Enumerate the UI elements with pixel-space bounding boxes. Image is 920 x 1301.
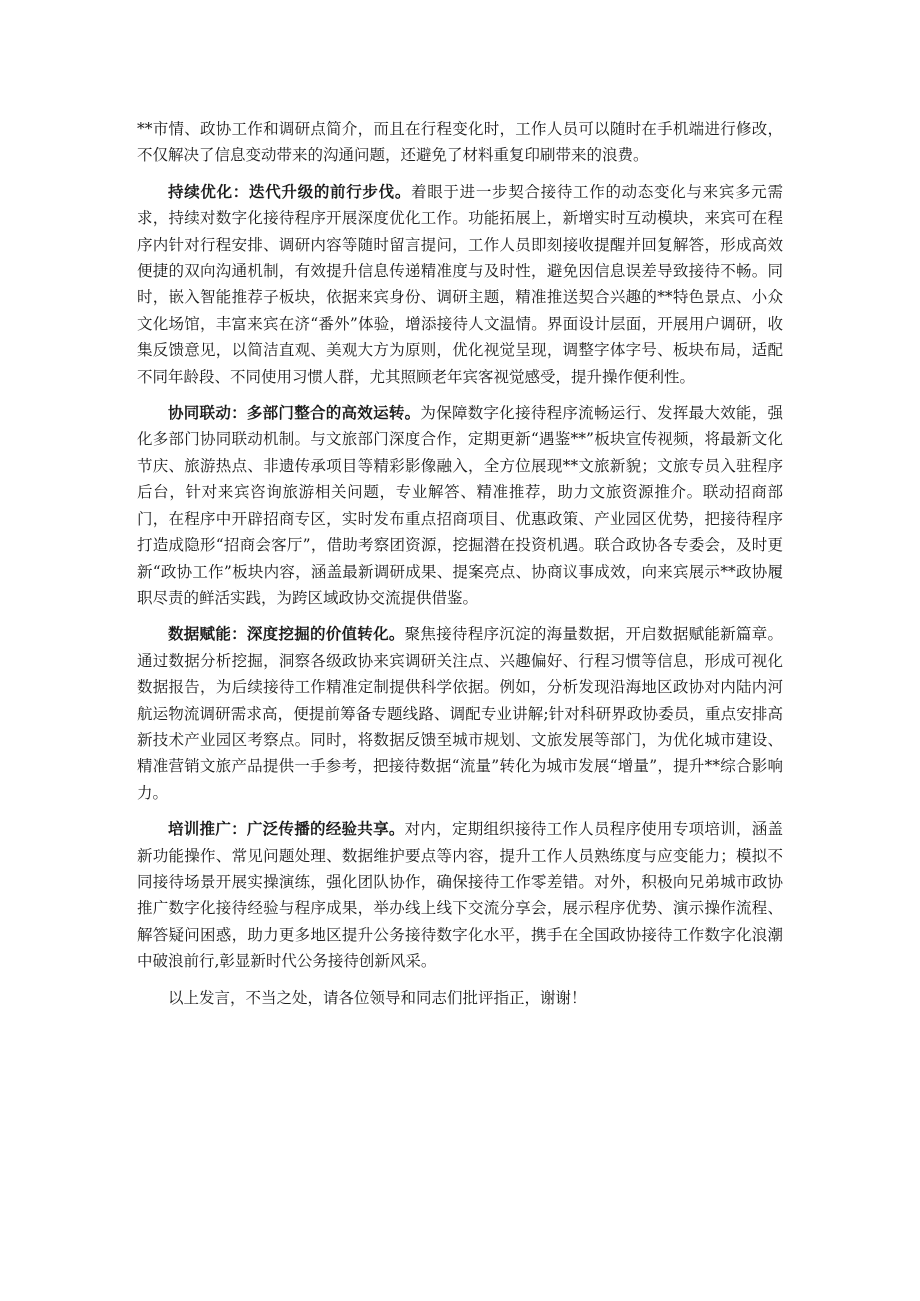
paragraph-training [137,816,783,974]
paragraph-continuation: **市情、政协工作和调研点简介，而且在行程变化时，工作人员可以随时在手机端进行修改，不仅解决了信息变动带来的沟通问题，还避免了材料重复印刷带来的浪费。 [137,120,783,165]
section-body-optimization: 着眼于进一步契合接待工作的动态变化与来宾多元需求，持续对数字化接待程序开展深度优化工作。功能拓展上，新增实时互动模块，来宾可在程序内针对行程安排、调研内容等随时留言提问，工作人员即刻接收提醒并回复解答，形成高效便捷的双向沟通机制，有效提升信息传递精准度与及时性，避免因信息误差导致接待不畅。同时，嵌入智能推荐子板块，依据来宾身份、调研主题，精准推送契合兴趣的**特色景点、小众文化场馆，丰富来宾在济“番外”体验，增添接待人文温情。界面设计层面，开展用户调研，收集反馈意见，以简洁直观、美观大方为原则，优化视觉呈现，调整字体字号、板块布局，适配不同年龄段、不同使用习惯人群，尤其照顾老年宾客视觉感受，提升操作便利性。 [137,182,783,386]
document-page [137,116,783,1021]
section-heading-training: 培训推广：广泛传播的经验共享。 [168,819,405,839]
section-body-coordination: 为保障数字化接待程序流畅运行、发挥最大效能，强化多部门协同联动机制。与文旅部门深度合作，定期更新“遇鉴**”板块宣传视频，将最新文化节庆、旅游热点、非遗传承项目等精彩影像融入，全方位展现**文旅新貌；文旅专员入驻程序后台，针对来宾咨询旅游相关问题，专业解答、精准推荐，助力文旅资源推介。联动招商部门，在程序中开辟招商专区，实时发布重点招商项目、优惠政策、产业园区优势，把接待程序打造成隐形“招商会客厅”，借助考察团资源，挖掘潜在投资机遇。联合政协各专委会，及时更新“政协工作”板块内容，涵盖最新调研成果、提案亮点、协商议事成效，向来宾展示**政协履职尽责的鲜活实践，为跨区域政协交流提供借鉴。 [137,404,783,607]
paragraph-continuous-optimization [137,179,783,390]
paragraph-closing: 以上发言，不当之处，请各位领导和同志们批评指正，谢谢！ [168,988,587,1007]
section-heading-coordination: 协同联动：多部门整合的高效运转。 [168,403,421,423]
section-body-training: 对内，定期组织接待工作人员程序使用专项培训，涵盖新功能操作、常见问题处理、数据维护要点等内容，提升工作人员熟练度与应变能力；模拟不同接待场景开展实操演练，强化团队协作，确保接待工作零差错。对外，积极向兄弟城市政协推广数字化接待经验与程序成果，举办线上线下交流分享会，展示程序优势、演示操作流程、解答疑问困惑，助力更多地区提升公务接待数字化水平，携手在全国政协接待工作数字化浪潮中破浪前行,彰显新时代公务接待创新风采。 [137,820,783,971]
section-heading-data: 数据赋能：深度挖掘的价值转化。 [168,624,405,644]
paragraph-data-empowerment [137,621,783,806]
section-body-data: 聚焦接待程序沉淀的海量数据，开启数据赋能新篇章。通过数据分析挖掘，洞察各级政协来宾调研关注点、兴趣偏好、行程习惯等信息，形成可视化数据报告，为后续接待工作精准定制提供科学依据。例如，分析发现沿海地区政协对内陆内河航运物流调研需求高，便提前筹备专题线路、调配专业讲解;针对科研界政协委员，重点安排高新技术产业园区考察点。同时，将数据反馈至城市规划、文旅发展等部门，为优化城市建设、精准营销文旅产品提供一手参考，把接待数据“流量”转化为城市发展“增量”，提升**综合影响力。 [137,625,783,802]
paragraph-coordination [137,400,783,611]
section-heading-optimization: 持续优化：迭代升级的前行步伐。 [168,181,412,201]
